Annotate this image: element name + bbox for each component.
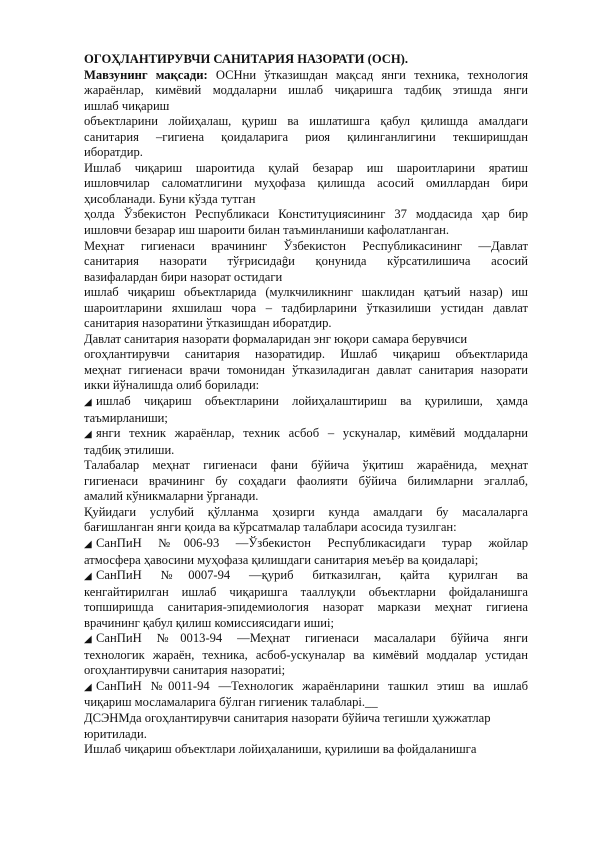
text-line: чиқариш мосламаларига бўлган гигиеник талабларі.__ [84, 695, 378, 710]
text-line: амалий кўникмаларни ўрганади. [84, 489, 259, 504]
bullet-icon: ◢ [84, 634, 92, 646]
text-line: огоҳлантирувчи санитария назоратидир. Ишлаб чиқариш объектларида [84, 347, 528, 362]
text-line: санитария –гигиена қоидаларига риоя қилинганлигини текширишдан [84, 129, 528, 144]
text-line: Қуйидаги услубий қўлланма ҳозирги кунда амалдаги бу масалаларга [84, 504, 528, 519]
bullet-line: ◢ СанПиН №0011-94 ―Технологик жараёнларини ташкил этиш ва ишлаб [84, 679, 528, 696]
text-line: ишловчилар саломатлигини муҳофаза қилишда асосий омиллардан бири [84, 176, 528, 191]
text-line: санитария назорати тўғрисидаĝи қонунида кўрсатилишича асосий [84, 254, 528, 269]
text-line: меҳнат гигиенаси врачи томонидан ўтказиладиган давлат санитария назорати [84, 362, 528, 377]
bullet-icon: ◢ [84, 538, 92, 550]
text-line: юритилади. [84, 726, 147, 741]
text-line: ДСЭНМда огоҳлантирувчи санитария назорати бўйича тегишли ҳужжатлар [84, 710, 491, 725]
bullet-icon: ◢ [84, 429, 92, 441]
text-line: кенгайтирилган ишлаб чиқаришга тааллуқли объектларни фойдаланишга [84, 584, 528, 599]
bullet-line: ◢ СанПиН №0013-94 ―Меҳнат гигиенаси масалалари бўйича янги [84, 631, 528, 648]
document-title: ОГОҲЛАНТИРУВЧИ САНИТАРИЯ НАЗОРАТИ (ОСН). [84, 52, 408, 66]
text-line: Ишлаб чиқариш объектлари лойиҳаланиши, қурилиши ва фойдаланишга [84, 742, 477, 757]
text-line: ишловчи безарар иш шароити билан таъминланиши кафолатланган. [84, 223, 450, 238]
bullet-icon: ◢ [84, 571, 92, 583]
bullet-line: ◢ СанПиН №006-93 ―Ўзбекистон Республикасидаги турар жойлар [84, 536, 528, 553]
text-line: топширишда санитария-эпидемиология назорат маркази меҳнат гигиена [84, 600, 528, 615]
bullet-line: ◢ ишлаб чиқариш объектларини лойиҳалаштириш ва қурилиши, ҳамда [84, 394, 528, 411]
text-line: тадбиқ этилиши. [84, 442, 175, 457]
text-line: бағишланган янги қоида ва кўрсатмалар талаблари асосида тузилган: [84, 520, 457, 535]
text-line: ҳолда Ўзбекистон Республикаси Конституциясининг 37 моддасида ҳар бир [84, 207, 528, 222]
text-line: санитария назоратини ўтказишдан иборатдир. [84, 316, 332, 331]
text-line-0 [84, 68, 528, 84]
text-line: Давлат санитария назорати формаларидан энг юқори самара берувчиси [84, 331, 468, 346]
text-line: ишлаб чиқариш [84, 98, 170, 113]
document-page [84, 44, 528, 758]
text-line: огоҳлантирувчи санитария назоратиі; [84, 663, 286, 678]
subject-text: ОСНни ўтказишдан мақсад янги техника, технология [207, 67, 528, 82]
text-line: икки йўналишда олиб борилади: [84, 378, 260, 393]
text-line: вазифалардан бири назорат остидаги [84, 269, 283, 284]
text-line: Талабалар меҳнат гигиенаси фани бўйича ўқитиш жараёнида, меҳнат [84, 458, 528, 473]
text-line: объектларини лойиҳалаш, қуриш ва ишлатишга қабул қилишда амалдаги [84, 114, 528, 129]
text-line: атмосфера ҳавосини муҳофаза қилишдаги санитария меъёр ва қоидаларі; [84, 552, 479, 567]
text-line: врачининг қабул қилиш комиссиясидаги ишиі; [84, 615, 334, 630]
subject-label: Мавзунинг мақсади: [84, 67, 208, 82]
text-line: ишлаб чиқариш объектларида (мулкчиликнинг шаклидан қатъий назар) иш [84, 285, 528, 300]
text-line: шароитларини яхшилаш чора – тадбирларини ўтказилиши устидан давлат [84, 300, 528, 315]
bullet-icon: ◢ [84, 397, 92, 409]
text-line: жараёнлар, кимёвий моддаларни ишлаб чиқаришга тадбиқ этишда янги [84, 83, 528, 98]
text-line: Ишлаб чиқариш шароитида қулай безарар иш шароитларини яратиш [84, 160, 528, 175]
text-line: таъмирланиши; [84, 410, 168, 425]
text-line: ҳисобланади. Буни кўзда тутган [84, 191, 256, 206]
text-line: иборатдир. [84, 145, 143, 160]
text-line: гигиенаси врачининг бу соҳадаги фаолияти бўйича билимларни эгаллаб, [84, 473, 528, 488]
bullet-icon: ◢ [84, 681, 92, 693]
text-line: Меҳнат гигиенаси врачининг Ўзбекистон Республикасининг ―Давлат [84, 238, 528, 253]
bullet-line: ◢ янги техник жараёнлар, техник асбоб – ускуналар, кимёвий моддаларни [84, 426, 528, 443]
bullet-line: ◢ СанПиН №0007-94 ―қуриб битказилган, қайта қурилган ва [84, 568, 528, 585]
text-line: технологик жараён, техника, асбоб-ускуналар ва кимёвий моддалар устидан [84, 647, 528, 662]
